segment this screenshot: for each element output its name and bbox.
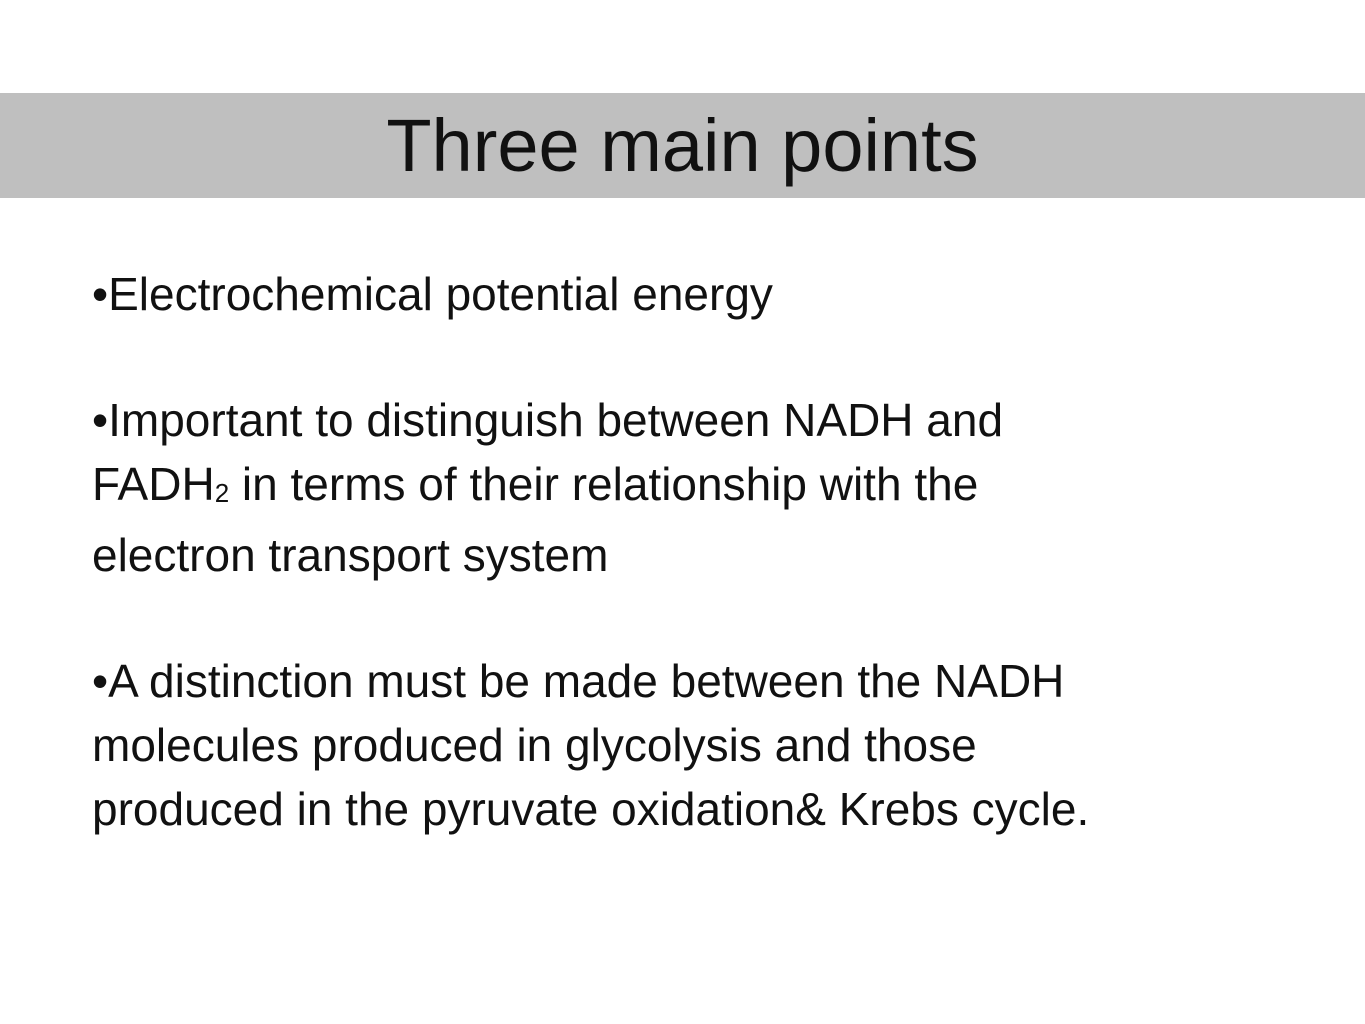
bullet-spacer bbox=[92, 326, 1312, 388]
bullet-text-line-3: produced in the pyruvate oxidation& Krebs cycle. bbox=[92, 783, 1090, 835]
bullet-marker: • bbox=[92, 268, 109, 320]
bullet-marker: • bbox=[92, 655, 109, 707]
subscript-two: 2 bbox=[214, 478, 230, 508]
slide-content bbox=[92, 262, 1312, 841]
bullet-marker: • bbox=[92, 394, 109, 446]
bullet-text-line-2: molecules produced in glycolysis and those bbox=[92, 719, 977, 771]
bullet-spacer bbox=[92, 587, 1312, 649]
bullet-text-line-1: Important to distinguish between NADH and bbox=[108, 394, 1004, 446]
slide-title: Three main points bbox=[386, 104, 979, 187]
bullet-text-fadh: FADH bbox=[92, 458, 215, 510]
bullet-point-1 bbox=[92, 262, 1312, 326]
bullet-point-3 bbox=[92, 649, 1312, 841]
bullet-text-line-2: in terms of their relationship with the bbox=[229, 458, 979, 510]
bullet-text-line-3: electron transport system bbox=[92, 529, 609, 581]
bullet-text-line-1: A distinction must be made between the NADH bbox=[108, 655, 1065, 707]
bullet-point-2 bbox=[92, 388, 1312, 587]
bullet-text: Electrochemical potential energy bbox=[108, 268, 773, 320]
